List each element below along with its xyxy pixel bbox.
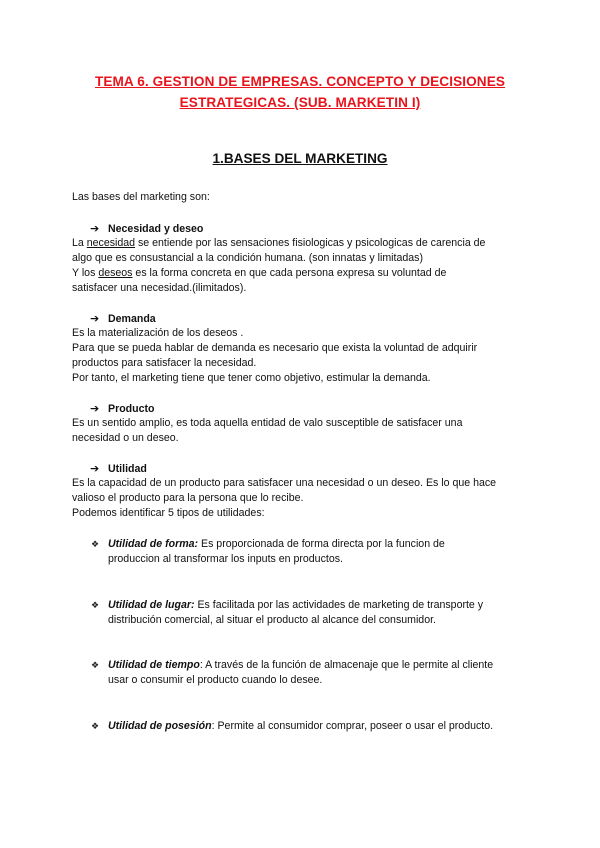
- text-line: algo que es consustancial a la condición humana. (son innatas y limitadas): [72, 252, 423, 264]
- heading-producto: [90, 402, 155, 415]
- heading-utilidad: [90, 462, 147, 475]
- arrow-icon: ➔: [90, 223, 100, 235]
- bullet-utilidad-posesion: ❖ Utilidad de posesión: Permite al consumidor comprar, poseer o usar el producto.: [91, 720, 494, 732]
- diamond-bullet-icon: ❖: [91, 539, 100, 549]
- bullet-lead: Utilidad de forma:: [108, 538, 199, 550]
- necesidad-paragraph: [72, 236, 485, 296]
- text-line: satisfacer una necesidad.(ilimitados).: [72, 282, 247, 294]
- arrow-icon: ➔: [90, 313, 100, 325]
- bullet-utilidad-tiempo: ❖ Utilidad de tiempo: A través de la función de almacenaje que le permite al cliente usar o consumir el producto cuando lo desee.: [91, 659, 494, 686]
- heading-necesidad: [90, 222, 203, 235]
- text-line: distribución comercial, al situar el producto al alcance del consumidor.: [108, 614, 436, 626]
- text-line: Y los deseos es la forma concreta en que cada persona expresa su voluntad de: [72, 267, 447, 279]
- heading-demanda: [90, 312, 156, 325]
- arrow-icon: ➔: [90, 403, 100, 415]
- text-line: Es la capacidad de un producto para satisfacer una necesidad o un deseo. Es lo que hace: [72, 477, 497, 489]
- text-line: valioso el producto para la persona que lo recibe.: [72, 492, 304, 504]
- text-line: Por tanto, el marketing tiene que tener como objetivo, estimular la demanda.: [72, 372, 431, 384]
- bullet-utilidad-forma: ❖ Utilidad de forma: Es proporcionada de forma directa por la funcion de produccion al transformar los inputs en productos.: [91, 538, 445, 565]
- heading-label: Necesidad y deseo: [108, 223, 204, 235]
- bullet-lead: Utilidad de lugar:: [108, 599, 195, 611]
- title-line-1: TEMA 6. GESTION DE EMPRESAS. CONCEPTO Y DECISIONES: [94, 74, 506, 89]
- text-line: Para que se pueda hablar de demanda es necesario que exista la voluntad de adquirir: [72, 342, 478, 354]
- demanda-paragraph: [72, 326, 477, 386]
- text-line: usar o consumir el producto cuando lo desee.: [108, 674, 323, 686]
- heading-label: Demanda: [108, 313, 156, 325]
- intro-text: Las bases del marketing son:: [72, 191, 210, 203]
- bullet-utilidad-lugar: ❖ Utilidad de lugar: Es facilitada por las actividades de marketing de transporte y distribución comercial, al situar el producto al alcance del consumidor.: [91, 599, 484, 626]
- term-necesidad: necesidad: [86, 237, 136, 249]
- text-line: Podemos identificar 5 tipos de utilidades:: [72, 507, 265, 519]
- diamond-bullet-icon: ❖: [91, 600, 100, 610]
- bullet-lead: Utilidad de posesión: [108, 720, 212, 732]
- diamond-bullet-icon: ❖: [91, 660, 100, 670]
- heading-label: Producto: [108, 403, 155, 415]
- text-line: productos para satisfacer la necesidad.: [72, 357, 257, 369]
- document-title: [40, 71, 560, 113]
- text-line: produccion al transformar los inputs en productos.: [108, 553, 343, 565]
- text-line: Es la materialización de los deseos .: [72, 327, 244, 339]
- title-line-2: ESTRATEGICAS. (SUB. MARKETIN I): [179, 95, 421, 110]
- text-line: necesidad o un deseo.: [72, 432, 179, 444]
- arrow-icon: ➔: [90, 463, 100, 475]
- text-line: La necesidad se entiende por las sensaciones fisiologicas y psicologicas de carencia de: [72, 237, 486, 249]
- section-heading: 1.BASES DEL MARKETING: [212, 151, 388, 166]
- utilidad-paragraph: [72, 476, 496, 521]
- term-deseos: deseos: [98, 267, 133, 279]
- heading-label: Utilidad: [108, 463, 147, 475]
- diamond-bullet-icon: ❖: [91, 721, 100, 731]
- bullet-lead: Utilidad de tiempo: [108, 659, 200, 671]
- text-line: Es un sentido amplio, es toda aquella entidad de valo susceptible de satisfacer una: [72, 417, 463, 429]
- producto-paragraph: [72, 416, 462, 446]
